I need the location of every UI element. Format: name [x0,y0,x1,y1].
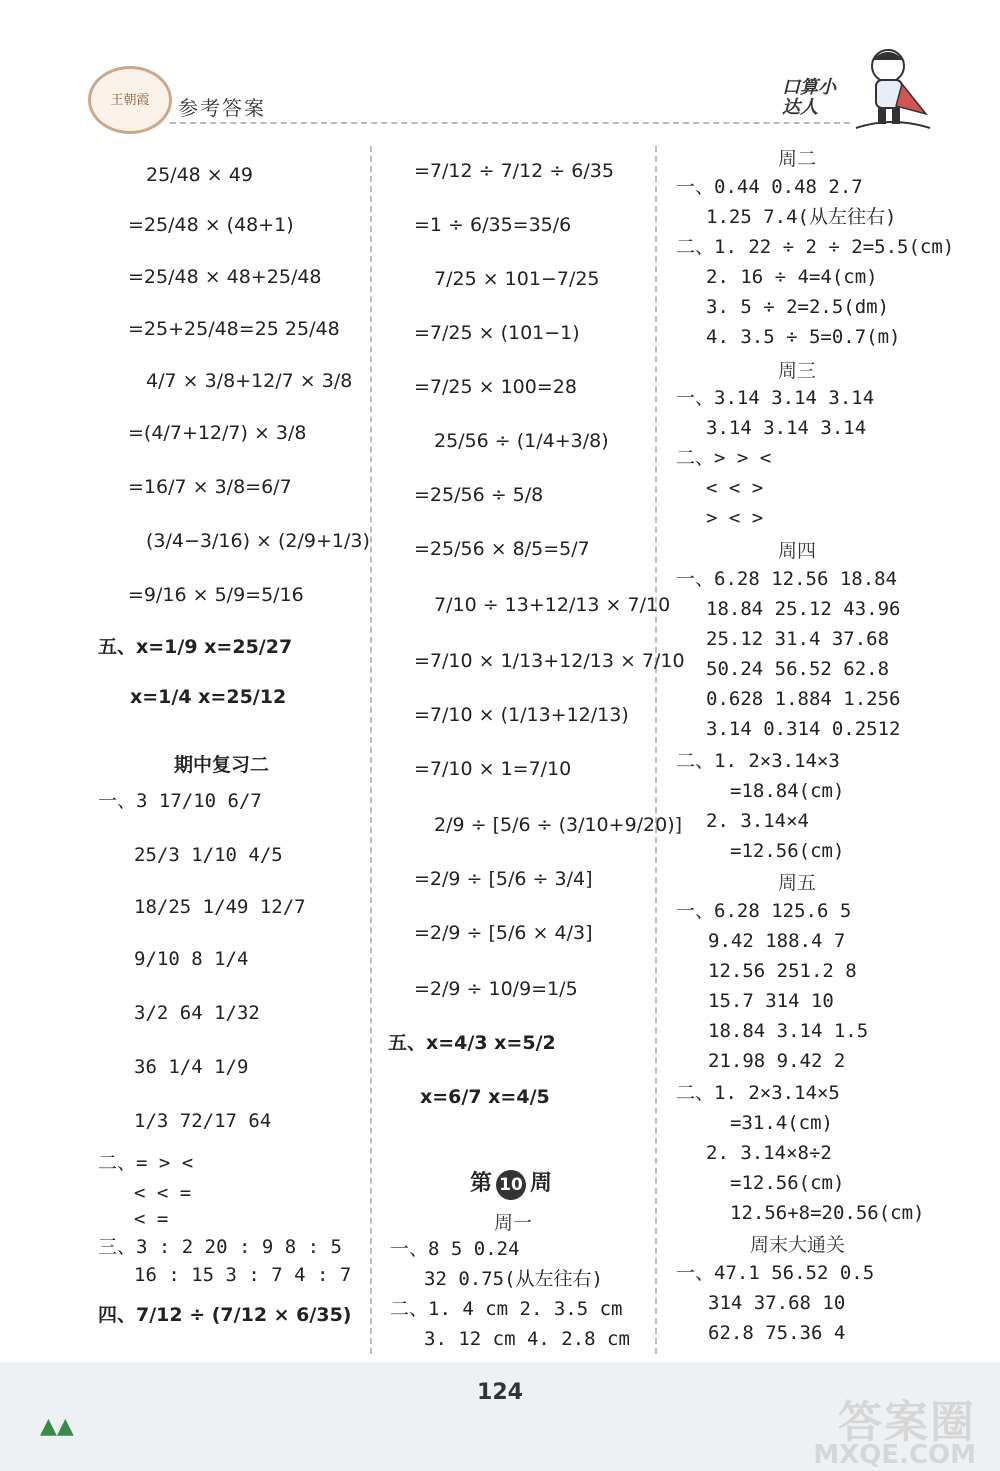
column-divider-2 [655,146,657,1354]
answer-line: =2/9 ÷ 10/9=1/5 [414,978,578,1000]
answer-line: 3. 5 ÷ 2=2.5(dm) [706,296,890,318]
answer-line: 二、1. 22 ÷ 2 ÷ 2=5.5(cm) [676,236,955,258]
answer-line: 25.12 31.4 37.68 [706,628,890,650]
answer-line: =7/12 ÷ 7/12 ÷ 6/35 [414,160,614,182]
answer-line: 12.56 251.2 8 [708,960,857,982]
section-title-weekend-challenge: 周末大通关 [750,1234,846,1256]
answer-line: 15.7 314 10 [708,990,834,1012]
answer-line: =9/16 × 5/9=5/16 [128,584,304,606]
answer-line: 二、1. 2×3.14×5 [676,1082,840,1104]
day-title-monday: 周一 [494,1212,533,1234]
answer-line: 二、> > < [676,447,772,469]
answer-line: 4. 3.5 ÷ 5=0.7(m) [706,326,901,348]
answer-line: 二、= > < [98,1152,194,1174]
answer-line: 21.98 9.42 2 [708,1050,846,1072]
week-number-badge: 10 [496,1170,526,1200]
answer-line: < < > [706,477,764,499]
week-title [470,1166,552,1200]
answer-line: 一、3.14 3.14 3.14 [676,387,875,409]
answer-line: 9.42 188.4 7 [708,930,846,952]
answer-line: 3.14 3.14 3.14 [706,417,867,439]
answer-line: =7/10 × 1/13+12/13 × 7/10 [414,650,685,672]
answer-line: 7/10 ÷ 13+12/13 × 7/10 [434,594,671,616]
answer-line: =7/25 × 100=28 [414,376,577,398]
page-footer [0,1362,1000,1471]
answer-line: 32 0.75(从左往右) [424,1268,603,1290]
answer-line: 三、3 : 2 20 : 9 8 : 5 [98,1236,342,1258]
answer-line: < < = [134,1182,192,1204]
answer-line: 62.8 75.36 4 [708,1322,846,1344]
brand-logo-text: 王朝霞 [110,93,150,108]
answer-line: 25/56 ÷ (1/4+3/8) [434,430,609,452]
page-number: 124 [477,1380,523,1405]
answer-line: 五、x=4/3 x=5/2 [388,1032,556,1054]
answer-line: 2. 16 ÷ 4=4(cm) [706,266,878,288]
answer-line: 9/10 8 1/4 [134,948,249,970]
day-title-thursday: 周四 [778,540,817,562]
week-suffix: 周 [530,1171,553,1196]
answer-line: 314 37.68 10 [708,1292,846,1314]
answer-line: 3.14 0.314 0.2512 [706,718,901,740]
answer-line: =25+25/48=25 25/48 [128,318,340,340]
week-prefix: 第 [470,1171,493,1196]
answer-line: =7/25 × (101−1) [414,322,580,344]
answer-line: 36 1/4 1/9 [134,1056,249,1078]
header-divider [170,122,850,124]
page-header [0,0,1000,140]
answer-line: 二、1. 4 cm 2. 3.5 cm [390,1298,623,1320]
answer-line: =7/10 × (1/13+12/13) [414,704,629,726]
answer-line: 3. 12 cm 4. 2.8 cm [424,1328,630,1350]
answer-line: =2/9 ÷ [5/6 × 4/3] [414,922,593,944]
answer-line: 25/3 1/10 4/5 [134,844,283,866]
column-divider-1 [370,146,372,1354]
answer-line: x=6/7 x=4/5 [420,1086,550,1108]
answer-line: 18/25 1/49 12/7 [134,896,306,918]
tree-icon: ▲▲ [40,1414,74,1439]
answer-line: =25/56 ÷ 5/8 [414,484,544,506]
answer-line: 0.628 1.884 1.256 [706,688,901,710]
answer-line: =1 ÷ 6/35=35/6 [414,214,572,236]
answer-line: < = [134,1208,169,1230]
series-name: 口算小达人 [782,77,836,118]
answer-line: =25/48 × (48+1) [128,214,294,236]
answer-line: > < > [706,507,764,529]
mascot-icon [852,44,932,130]
page-title: 参考答案 [178,96,266,120]
answer-line: 50.24 56.52 62.8 [706,658,890,680]
answer-line: =2/9 ÷ [5/6 ÷ 3/4] [414,868,593,890]
answer-line: 2. 3.14×4 [706,810,809,832]
answer-line: 4/7 × 3/8+12/7 × 3/8 [146,370,353,392]
answer-line: =7/10 × 1=7/10 [414,758,572,780]
day-title-friday: 周五 [778,872,817,894]
watermark-url: MXQE.COM [813,1440,976,1470]
answer-line: =12.56(cm) [730,840,845,862]
answer-line: 3/2 64 1/32 [134,1002,260,1024]
answer-line: =(4/7+12/7) × 3/8 [128,422,307,444]
answer-line: 二、1. 2×3.14×3 [676,750,840,772]
answer-line: 12.56+8=20.56(cm) [730,1202,925,1224]
answer-line: 2/9 ÷ [5/6 ÷ (3/10+9/20)] [434,814,683,836]
answer-line: =12.56(cm) [730,1172,845,1194]
watermark-logo: 答案圈 [838,1397,976,1448]
answer-line: x=1/4 x=25/12 [130,686,287,708]
answer-line: 7/25 × 101−7/25 [434,268,600,290]
answer-line: 一、6.28 125.6 5 [676,900,852,922]
answer-line: 25/48 × 49 [146,164,253,186]
answer-line: =18.84(cm) [730,780,845,802]
answer-line: 一、6.28 12.56 18.84 [676,568,898,590]
answer-line: 五、x=1/9 x=25/27 [98,636,293,658]
answer-line: 一、0.44 0.48 2.7 [676,176,863,198]
answer-line: 四、7/12 ÷ (7/12 × 6/35) [98,1304,352,1326]
answer-line: 1.25 7.4(从左往右) [706,206,897,228]
answer-line: 18.84 25.12 43.96 [706,598,901,620]
section-title-midterm-review: 期中复习二 [174,754,270,776]
answer-line: =31.4(cm) [730,1112,833,1134]
day-title-wednesday: 周三 [778,360,817,382]
answer-line: 2. 3.14×8÷2 [706,1142,832,1164]
answer-line: 18.84 3.14 1.5 [708,1020,869,1042]
brand-logo [88,66,172,134]
answer-line: =25/56 × 8/5=5/7 [414,538,590,560]
day-title-tuesday: 周二 [778,148,817,170]
answer-line: =25/48 × 48+25/48 [128,266,322,288]
answer-line: 一、47.1 56.52 0.5 [676,1262,875,1284]
answer-line: 16 : 15 3 : 7 4 : 7 [134,1264,352,1286]
answer-line: 一、8 5 0.24 [390,1238,520,1260]
answer-line: =16/7 × 3/8=6/7 [128,476,292,498]
answer-line: 1/3 72/17 64 [134,1110,272,1132]
answer-line: 一、3 17/10 6/7 [98,790,262,812]
answer-line: (3/4−3/16) × (2/9+1/3) [146,530,370,552]
